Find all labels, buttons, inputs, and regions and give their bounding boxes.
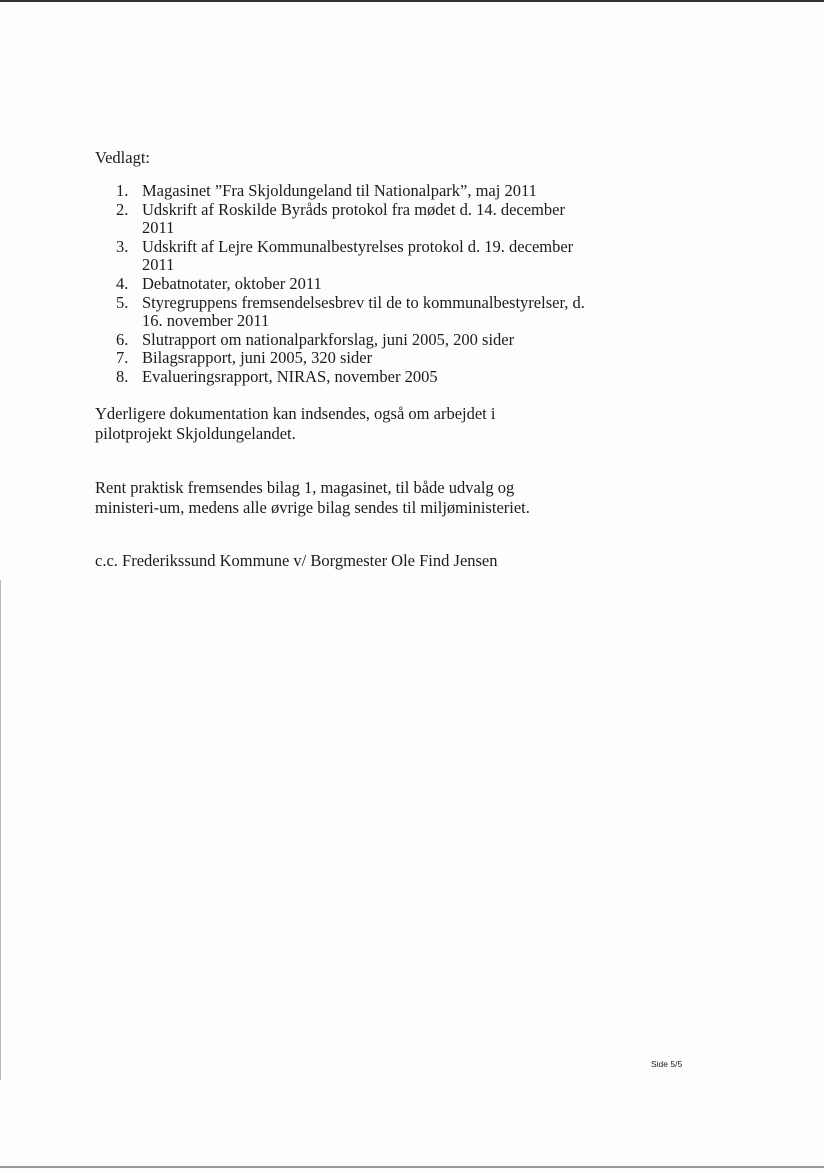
- list-item-text: Styregruppens fremsendelsesbrev til de to kommunalbestyrelser, d. 16. november 2011: [142, 292, 585, 331]
- scan-edge-top: [0, 0, 824, 2]
- list-item: [95, 201, 595, 238]
- list-item: [95, 331, 595, 350]
- list-item: [95, 275, 595, 294]
- list-item: [95, 349, 595, 368]
- list-item-number: 7.: [116, 348, 129, 368]
- list-item-number: 2.: [116, 199, 129, 219]
- list-item: [95, 238, 595, 275]
- scan-edge-left: [0, 580, 1, 1080]
- list-item-number: 1.: [116, 181, 129, 200]
- list-item-number: 8.: [116, 366, 129, 386]
- cc-line: c.c. Frederikssund Kommune v/ Borgmester Ole Find Jensen: [95, 551, 498, 570]
- practical-paragraph: Rent praktisk fremsendes bilag 1, magasinet, til både udvalg og ministeri-um, medens alle øvrige bilag sendes til miljøministeriet.: [95, 478, 530, 517]
- list-item-text: Evalueringsrapport, NIRAS, november 2005: [142, 366, 438, 386]
- list-item-number: 5.: [116, 292, 129, 312]
- list-item-text: Udskrift af Lejre Kommunalbestyrelses protokol d. 19. december 2011: [142, 236, 574, 275]
- list-item: [95, 294, 595, 331]
- list-item-text: Udskrift af Roskilde Byråds protokol fra mødet d. 14. december 2011: [142, 199, 565, 238]
- page-number: Side 5/5: [651, 1059, 683, 1069]
- attachments-list: [95, 182, 595, 387]
- list-item-number: 4.: [116, 273, 129, 293]
- scan-edge-bottom: [0, 1166, 824, 1168]
- list-item-text: Bilagsrapport, juni 2005, 320 sider: [142, 348, 373, 368]
- attachments-heading: Vedlagt:: [95, 148, 150, 167]
- list-item-text: Debatnotater, oktober 2011: [142, 273, 322, 293]
- list-item-text: Magasinet ”Fra Skjoldungeland til Nationalpark”, maj 2011: [142, 181, 537, 200]
- documentation-paragraph: Yderligere dokumentation kan indsendes, også om arbejdet i pilotprojekt Skjoldungelandet.: [95, 404, 496, 443]
- list-item-number: 6.: [116, 329, 129, 349]
- list-item: [95, 368, 595, 387]
- list-item-text: Slutrapport om nationalparkforslag, juni 2005, 200 sider: [142, 329, 515, 349]
- list-item-number: 3.: [116, 236, 129, 256]
- list-item: [95, 182, 595, 201]
